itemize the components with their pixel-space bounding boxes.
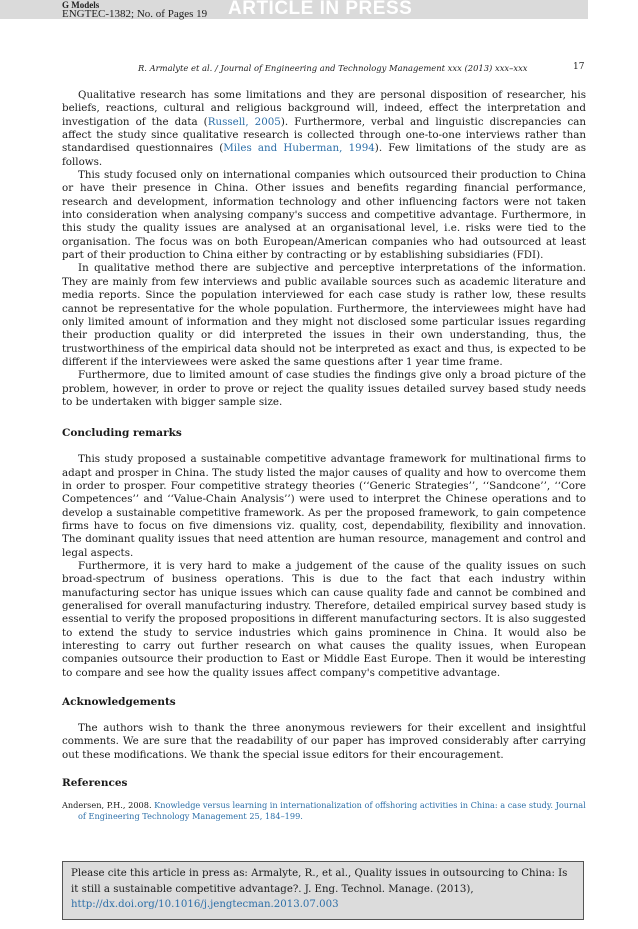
doi-link[interactable]: http://dx.doi.org/10.1016/j.jengtecman.2013.07.003 [71, 899, 339, 910]
limitations-paragraph-3: In qualitative method there are subjective and perceptive interpretations of the information. They are mainly from few interviews and public available sources such as academic literature and media reports. Since the population interviewed for each case study is rather low, these results cannot be representative for the whole population. Furthermore, the interviewees might have had only limited amount of information and they might not disclosed some particular issues regarding their production quality or did interpreted the issues in their own understanding, thus, the trustworthiness of the empirical data should not be interpreted as exact and thus, is expected to be different if the interviewees were asked the same questions after 1 year time frame. [62, 262, 586, 368]
acknowledgements-paragraph: The authors wish to thank the three anonymous reviewers for their excellent and insightful comments. We are sure that the readability of our paper has improved considerably after carrying out these modifications. We thank the special issue editors for their encouragement. [62, 722, 586, 761]
section-heading-references: References [62, 777, 128, 790]
running-head: R. Armalyte et al. / Journal of Engineering and Technology Management xxx (2013) xxx–xxx [138, 63, 528, 73]
limitations-paragraph-1 [62, 89, 586, 169]
article-body [62, 89, 586, 822]
text-span: Qualitative research has some limitations and they are personal disposition of researcher, his beliefs, reactions, cultural and religious background will, indeed, effect the interpretation and investigation of the data ( [62, 89, 586, 128]
concluding-paragraph-2: Furthermore, it is very hard to make a judgement of the cause of the quality issues on such broad-spectrum of business operations. This is due to the fact that each industry within manufacturing sector has unique issues which can cause quality fade and cannot be combined and generalised for overall manufacturing industry. Therefore, detailed empirical survey based study is essential to verify the proposed propositions in different manufacturing sectors. It is also suggested to extend the study to service industries which gains prominence in China. It would also be interesting to carry out further research on what causes the quality issues, when European companies outsource their production to East or Middle East Europe. Then it would be interesting to compare and see how the quality issues affect company's competitive advantage. [62, 560, 586, 679]
section-heading-acknowledgements: Acknowledgements [62, 696, 176, 709]
article-in-press-banner [0, 0, 588, 19]
reference-item [62, 800, 586, 822]
page-number: 17 [573, 62, 585, 72]
section-heading-concluding-remarks: Concluding remarks [62, 427, 182, 440]
concluding-paragraph-1: This study proposed a sustainable competitive advantage framework for multinational firms to adapt and prosper in China. The study listed the major causes of quality and how to overcome them in order to prosper. Four competitive strategy theories (‘‘Generic Strategies’’, ‘‘Sandcone’’, ‘‘Core Competences’’ and ‘‘Value-Chain Analysis’’) were used to interpret the Chinese operations and to develop a sustainable competitive framework. As per the proposed framework, to gain competence firms have to focus on five dimensions viz. quality, cost, dependability, flexibility and innovation. The dominant quality issues that need attention are human resource, management and control and legal aspects. [62, 453, 586, 559]
citation-notice-text: Please cite this article in press as: Armalyte, R., et al., Quality issues in outsourcing to China: Is it still a sustainable competitive advantage?. J. Eng. Technol. Manage. (2013), [71, 868, 568, 895]
banner-models-label: G Models [62, 0, 100, 10]
text-span: ). Few limitations of the study are as follows. [62, 142, 586, 168]
banner-journal-code: ENGTEC-1382; No. of Pages 19 [62, 8, 208, 20]
reference-authors: Andersen, P.H., 2008. [62, 800, 155, 811]
limitations-paragraph-2: This study focused only on international companies which outsourced their production to China or have their presence in China. Other issues and benefits regarding financial performance, research and development, information technology and other influencing factors were not taken into consideration when analysing company's success and competitive advantage. Furthermore, in this study the quality issues are analysed at an organisational level, i.e. risks were tied to the organisation. The focus was on both European/American companies who had outsourced at least part of their production to China either by contracting or by establishing subsidiaries (FDI). [62, 169, 586, 262]
reference-link[interactable]: Knowledge versus learning in internationalization of offshoring activities in China: a case study. Journal of Engineering Technology Management 25, 184–199. [78, 800, 586, 822]
text-span: ). Furthermore, verbal and linguistic discrepancies can affect the study since qualitative research is collected through one-to-one interviews rather than standardised questionnaires ( [62, 115, 586, 155]
limitations-paragraph-4: Furthermore, due to limited amount of case studies the findings give only a broad picture of the problem, however, in order to prove or reject the quality issues detailed survey based study needs to be undertaken with bigger sample size. [62, 369, 586, 408]
citation-link-miles-huberman[interactable]: Miles and Huberman, 1994 [223, 142, 375, 155]
banner-article-in-press: ARTICLE IN PRESS [228, 0, 413, 19]
citation-link-russell[interactable]: Russell, 2005 [207, 115, 281, 128]
citation-notice-box [62, 861, 584, 920]
